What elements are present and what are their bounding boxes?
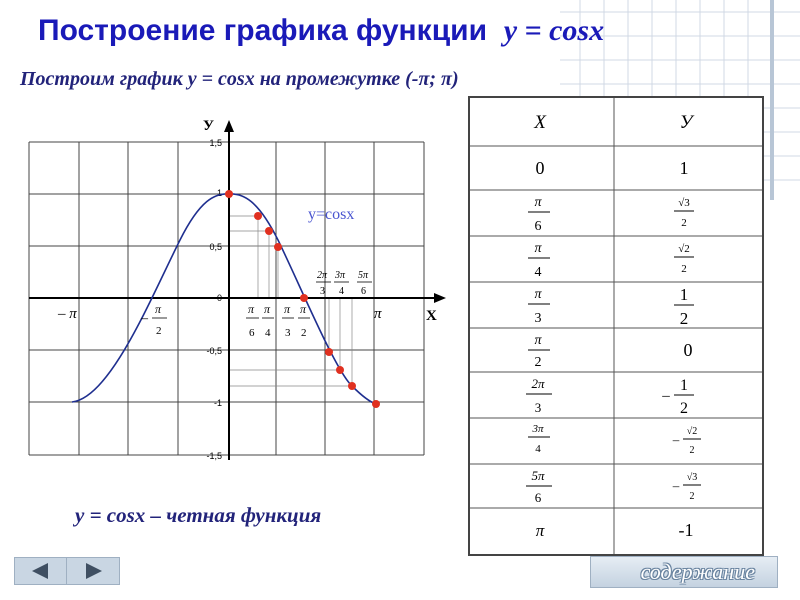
table-cell-x [528, 287, 550, 326]
point-pi4 [265, 227, 273, 235]
svg-text:2π: 2π [531, 376, 545, 391]
point-pi [372, 400, 380, 408]
svg-text:6: 6 [534, 219, 542, 234]
slide-title [38, 14, 604, 48]
svg-text:√3: √3 [686, 472, 698, 483]
point-2pi3 [325, 348, 333, 356]
svg-text:2: 2 [681, 263, 687, 275]
svg-text:4: 4 [265, 327, 271, 339]
svg-text:4: 4 [339, 286, 344, 297]
point-0 [225, 190, 233, 198]
x-axis-arrow [434, 293, 446, 303]
point-3pi4 [336, 366, 344, 374]
svg-text:π: π [284, 302, 291, 316]
svg-text:2: 2 [156, 325, 162, 337]
y-tick-1: 1 [216, 188, 222, 198]
table-cell-y [672, 472, 701, 502]
table-cell-x [526, 376, 552, 415]
svg-text:2: 2 [301, 327, 307, 339]
title-formula: y = cosx [503, 14, 605, 47]
svg-text:2: 2 [681, 217, 687, 229]
svg-text:3π: 3π [335, 270, 346, 281]
svg-text:π: π [534, 195, 542, 210]
svg-text:√3: √3 [678, 197, 690, 209]
table-cell-y [674, 285, 694, 328]
svg-text:3: 3 [534, 400, 542, 415]
table-cell-x [528, 241, 550, 280]
svg-text:2: 2 [679, 309, 689, 328]
svg-text:π: π [248, 302, 255, 316]
arrow-left-icon [15, 558, 67, 584]
svg-text:3: 3 [534, 311, 542, 326]
svg-text:–: – [141, 311, 148, 326]
point-5pi6 [348, 382, 356, 390]
table-cell-y [674, 243, 694, 275]
svg-text:3: 3 [320, 286, 325, 297]
svg-text:2: 2 [689, 491, 695, 502]
values-table [468, 96, 764, 556]
table-cell-x [526, 468, 552, 505]
svg-text:4: 4 [535, 443, 541, 455]
table-cell-x: π [535, 521, 545, 540]
table-cell-x: 0 [535, 158, 545, 178]
point-pi6 [254, 212, 262, 220]
title-text: Построение графика функции [38, 14, 488, 47]
y-tick-neg-1: -1 [213, 398, 222, 408]
svg-text:4: 4 [534, 265, 542, 280]
table-cell-x [528, 195, 550, 234]
svg-text:5π: 5π [531, 468, 545, 483]
table-cell-y [661, 377, 694, 417]
svg-text:2: 2 [689, 445, 695, 456]
table-cell-y [672, 426, 701, 456]
point-pi2 [300, 294, 308, 302]
prev-slide-button[interactable] [14, 557, 68, 585]
table-cell-y: -1 [678, 520, 694, 540]
svg-text:6: 6 [534, 490, 542, 505]
svg-text:1: 1 [680, 377, 688, 394]
next-slide-button[interactable] [66, 557, 120, 585]
table-cell-x [528, 423, 550, 455]
svg-text:1: 1 [679, 285, 689, 304]
y-tick-neg-1-5: -1,5 [206, 451, 222, 461]
x-label-neg-pi-half [140, 302, 167, 337]
svg-text:–: – [672, 432, 680, 447]
svg-text:–: – [662, 388, 670, 404]
table-header-x: Х [534, 112, 546, 133]
y-tick-0: 0 [216, 293, 222, 303]
contents-label: содержание [640, 559, 755, 584]
x-label-neg-pi: – π [58, 306, 77, 322]
guide-lines [229, 216, 352, 386]
curve-label: y=cosx [308, 206, 355, 223]
slide-subtitle: Построим график y = cosx на промежутке (-π; π) [20, 68, 459, 90]
y-tick-1-5: 1,5 [209, 138, 222, 148]
svg-text:π: π [534, 333, 542, 348]
svg-text:6: 6 [361, 286, 366, 297]
svg-text:√2: √2 [686, 426, 698, 437]
table-cell-y: 1 [679, 158, 689, 178]
table-header-y: У [679, 112, 693, 133]
svg-text:–: – [672, 478, 680, 493]
arrow-right-icon [67, 558, 119, 584]
y-tick-0-5: 0,5 [209, 242, 222, 252]
svg-text:2: 2 [534, 355, 542, 370]
even-function-note: y = cosx – четная функция [75, 503, 322, 527]
svg-text:π: π [534, 287, 542, 302]
svg-text:π: π [155, 302, 162, 316]
svg-text:3: 3 [285, 327, 291, 339]
contents-button[interactable] [590, 556, 778, 588]
table-cell-x [528, 333, 550, 370]
svg-text:2: 2 [680, 400, 688, 417]
svg-text:√2: √2 [678, 243, 690, 255]
svg-text:π: π [534, 241, 542, 256]
y-tick-neg-0-5: -0,5 [206, 346, 222, 356]
x-axis-label: Х [426, 308, 437, 324]
x-label-pi: π [374, 306, 382, 322]
table-cell-y: 0 [683, 340, 693, 360]
svg-text:5π: 5π [358, 270, 369, 281]
y-axis-arrow [224, 120, 234, 132]
cos-graph [0, 100, 460, 470]
table-cell-y [674, 197, 694, 229]
svg-text:π: π [300, 302, 307, 316]
svg-text:6: 6 [249, 327, 255, 339]
svg-text:3π: 3π [532, 423, 544, 435]
svg-text:2π: 2π [317, 270, 328, 281]
svg-text:π: π [264, 302, 271, 316]
y-axis-label: У [203, 118, 215, 134]
point-pi3 [274, 243, 282, 251]
